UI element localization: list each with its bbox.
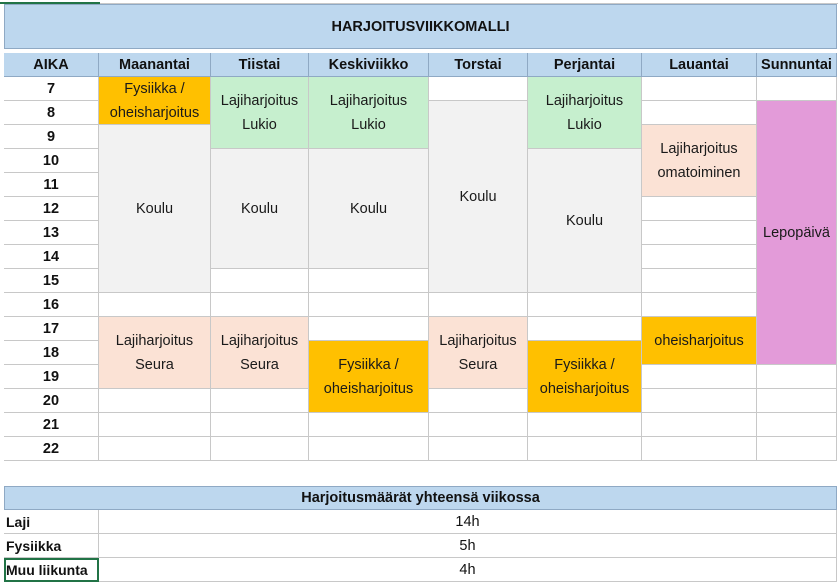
- grid-cell[interactable]: [757, 365, 837, 389]
- grid-cell[interactable]: [211, 389, 309, 413]
- summary-label-0[interactable]: Laji: [4, 510, 99, 534]
- time-cell[interactable]: 15: [4, 269, 99, 293]
- grid-cell[interactable]: [429, 437, 528, 461]
- time-cell[interactable]: 10: [4, 149, 99, 173]
- grid-cell[interactable]: [642, 365, 757, 389]
- activity-block-seura-monday[interactable]: Lajiharjoitus Seura: [99, 317, 211, 389]
- grid-cell[interactable]: [757, 77, 837, 101]
- grid-cell[interactable]: [642, 221, 757, 245]
- time-cell[interactable]: 22: [4, 437, 99, 461]
- grid-cell[interactable]: [642, 77, 757, 101]
- grid-cell[interactable]: [99, 437, 211, 461]
- grid-cell[interactable]: [429, 389, 528, 413]
- grid-cell[interactable]: [642, 389, 757, 413]
- summary-value-0[interactable]: 14h: [99, 510, 837, 534]
- time-cell[interactable]: 8: [4, 101, 99, 125]
- grid-cell[interactable]: [528, 437, 642, 461]
- summary-value-1[interactable]: 5h: [99, 534, 837, 558]
- activity-block-fysiikka-wednesday[interactable]: Fysiikka / oheisharjoitus: [309, 341, 429, 413]
- time-cell[interactable]: 12: [4, 197, 99, 221]
- activity-block-lepo-sunday[interactable]: Lepopäivä: [757, 101, 837, 365]
- summary-label-2[interactable]: Muu liikunta: [4, 558, 99, 582]
- grid-cell[interactable]: [528, 413, 642, 437]
- activity-block-lukio-wednesday[interactable]: Lajiharjoitus Lukio: [309, 77, 429, 149]
- grid-cell[interactable]: [211, 413, 309, 437]
- summary-label-1[interactable]: Fysiikka: [4, 534, 99, 558]
- grid-cell[interactable]: [309, 437, 429, 461]
- grid-cell[interactable]: [429, 293, 528, 317]
- time-cell[interactable]: 14: [4, 245, 99, 269]
- column-header-friday[interactable]: Perjantai: [528, 53, 642, 77]
- column-header-sunday[interactable]: Sunnuntai: [757, 53, 837, 77]
- time-cell[interactable]: 18: [4, 341, 99, 365]
- column-header-wednesday[interactable]: Keskiviikko: [309, 53, 429, 77]
- grid-cell[interactable]: [309, 269, 429, 293]
- grid-cell[interactable]: [642, 293, 757, 317]
- grid-cell[interactable]: [642, 437, 757, 461]
- activity-block-seura-tuesday[interactable]: Lajiharjoitus Seura: [211, 317, 309, 389]
- time-cell[interactable]: 19: [4, 365, 99, 389]
- grid-cell[interactable]: [429, 413, 528, 437]
- grid-cell[interactable]: [99, 389, 211, 413]
- activity-block-fysiikka-friday[interactable]: Fysiikka / oheisharjoitus: [528, 341, 642, 413]
- summary-title[interactable]: Harjoitusmäärät yhteensä viikossa: [4, 486, 837, 510]
- summary-value-2[interactable]: 4h: [99, 558, 837, 582]
- time-cell[interactable]: 21: [4, 413, 99, 437]
- time-cell[interactable]: 13: [4, 221, 99, 245]
- grid-cell[interactable]: [642, 269, 757, 293]
- column-header-tuesday[interactable]: Tiistai: [211, 53, 309, 77]
- activity-block-koulu-tuesday[interactable]: Koulu: [211, 149, 309, 269]
- column-header-monday[interactable]: Maanantai: [99, 53, 211, 77]
- column-header-saturday[interactable]: Lauantai: [642, 53, 757, 77]
- activity-block-lukio-friday[interactable]: Lajiharjoitus Lukio: [528, 77, 642, 149]
- time-cell[interactable]: 20: [4, 389, 99, 413]
- schedule-title[interactable]: HARJOITUSVIIKKOMALLI: [4, 4, 837, 49]
- grid-cell[interactable]: [309, 413, 429, 437]
- grid-cell[interactable]: [309, 293, 429, 317]
- grid-cell[interactable]: [528, 293, 642, 317]
- grid-cell[interactable]: [211, 269, 309, 293]
- time-cell[interactable]: 9: [4, 125, 99, 149]
- time-cell[interactable]: 17: [4, 317, 99, 341]
- grid-cell[interactable]: [642, 245, 757, 269]
- grid-cell[interactable]: [309, 317, 429, 341]
- activity-block-koulu-monday[interactable]: Koulu: [99, 125, 211, 293]
- grid-cell[interactable]: [429, 77, 528, 101]
- grid-cell[interactable]: [99, 413, 211, 437]
- grid-cell[interactable]: [757, 437, 837, 461]
- grid-cell[interactable]: [757, 389, 837, 413]
- grid-cell[interactable]: [211, 293, 309, 317]
- column-header-time[interactable]: AIKA: [4, 53, 99, 77]
- grid-cell[interactable]: [99, 293, 211, 317]
- column-header-thursday[interactable]: Torstai: [429, 53, 528, 77]
- time-cell[interactable]: 7: [4, 77, 99, 101]
- grid-cell[interactable]: [642, 101, 757, 125]
- grid-cell[interactable]: [642, 197, 757, 221]
- activity-block-koulu-thursday[interactable]: Koulu: [429, 101, 528, 293]
- grid-cell[interactable]: [211, 437, 309, 461]
- grid-cell[interactable]: [757, 413, 837, 437]
- activity-block-lukio-tuesday[interactable]: Lajiharjoitus Lukio: [211, 77, 309, 149]
- activity-block-oheis-saturday[interactable]: oheisharjoitus: [642, 317, 757, 365]
- activity-block-fysiikka-monday[interactable]: Fysiikka / oheisharjoitus: [99, 77, 211, 125]
- activity-block-seura-thursday[interactable]: Lajiharjoitus Seura: [429, 317, 528, 389]
- activity-block-omatoiminen-saturday[interactable]: Lajiharjoitus omatoiminen: [642, 125, 757, 197]
- activity-block-koulu-friday[interactable]: Koulu: [528, 149, 642, 293]
- activity-block-koulu-wednesday[interactable]: Koulu: [309, 149, 429, 269]
- grid-cell[interactable]: [642, 413, 757, 437]
- time-cell[interactable]: 16: [4, 293, 99, 317]
- grid-cell[interactable]: [528, 317, 642, 341]
- time-cell[interactable]: 11: [4, 173, 99, 197]
